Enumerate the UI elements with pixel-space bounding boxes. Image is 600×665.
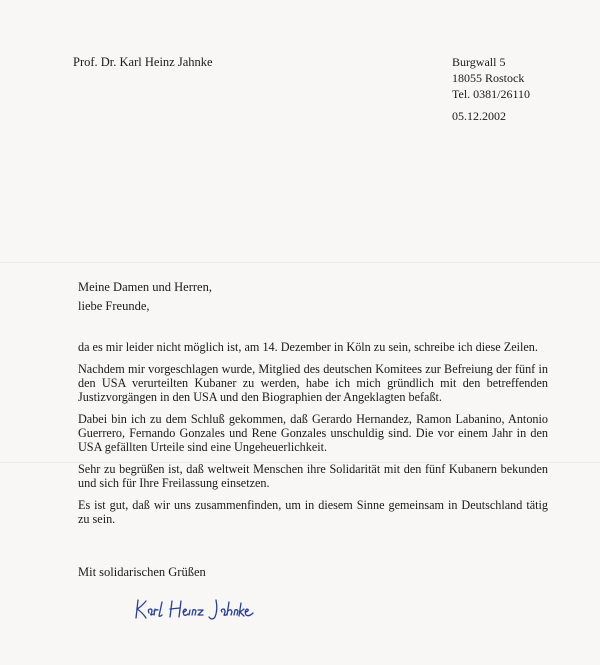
body-paragraph: Sehr zu begrüßen ist, daß weltweit Menschen ihre Solidarität mit den fünf Kubanern bekunden und sich für Ihre Freilassung einsetzen. <box>78 462 548 490</box>
body-paragraph: da es mir leider nicht möglich ist, am 14. Dezember in Köln zu sein, schreibe ich diese Zeilen. <box>78 340 538 354</box>
address-city: 18055 Rostock <box>452 71 525 85</box>
address-phone: Tel. 0381/26110 <box>452 87 531 101</box>
salutation <box>78 278 212 316</box>
address-street: Burgwall 5 <box>452 55 506 69</box>
sender-name: Prof. Dr. Karl Heinz Jahnke <box>73 55 213 69</box>
body-paragraph: Es ist gut, daß wir uns zusammenfinden, um in diesem Sinne gemeinsam in Deutschland tätig zu sein. <box>78 498 548 526</box>
letter-date: 05.12.2002 <box>452 109 506 123</box>
salutation-line: liebe Freunde, <box>78 299 150 313</box>
salutation-line: Meine Damen und Herren, <box>78 280 212 294</box>
body-paragraph: Nachdem mir vorgeschlagen wurde, Mitglied des deutschen Komitees zur Befreiung der fünf in den USA verurteilten Kubaner zu werden, habe ich mich gründlich mit den betreffenden Justizvorgängen in den USA und den Biographien der Angeklagten befaßt. <box>78 362 548 404</box>
closing: Mit solidarischen Grüßen <box>78 565 206 579</box>
sender-address-block <box>452 54 530 124</box>
handwritten-signature <box>132 596 258 622</box>
paper-fold-line <box>0 262 600 263</box>
body-paragraph: Dabei bin ich zu dem Schluß gekommen, daß Gerardo Hernandez, Ramon Labanino, Antonio Guerrero, Fernando Gonzales und Rene Gonzales unschuldig sind. Die vor einem Jahr in den USA gefällten Urteile sind eine Ungeheuerlichkeit. <box>78 412 548 454</box>
letter-body <box>78 340 548 534</box>
